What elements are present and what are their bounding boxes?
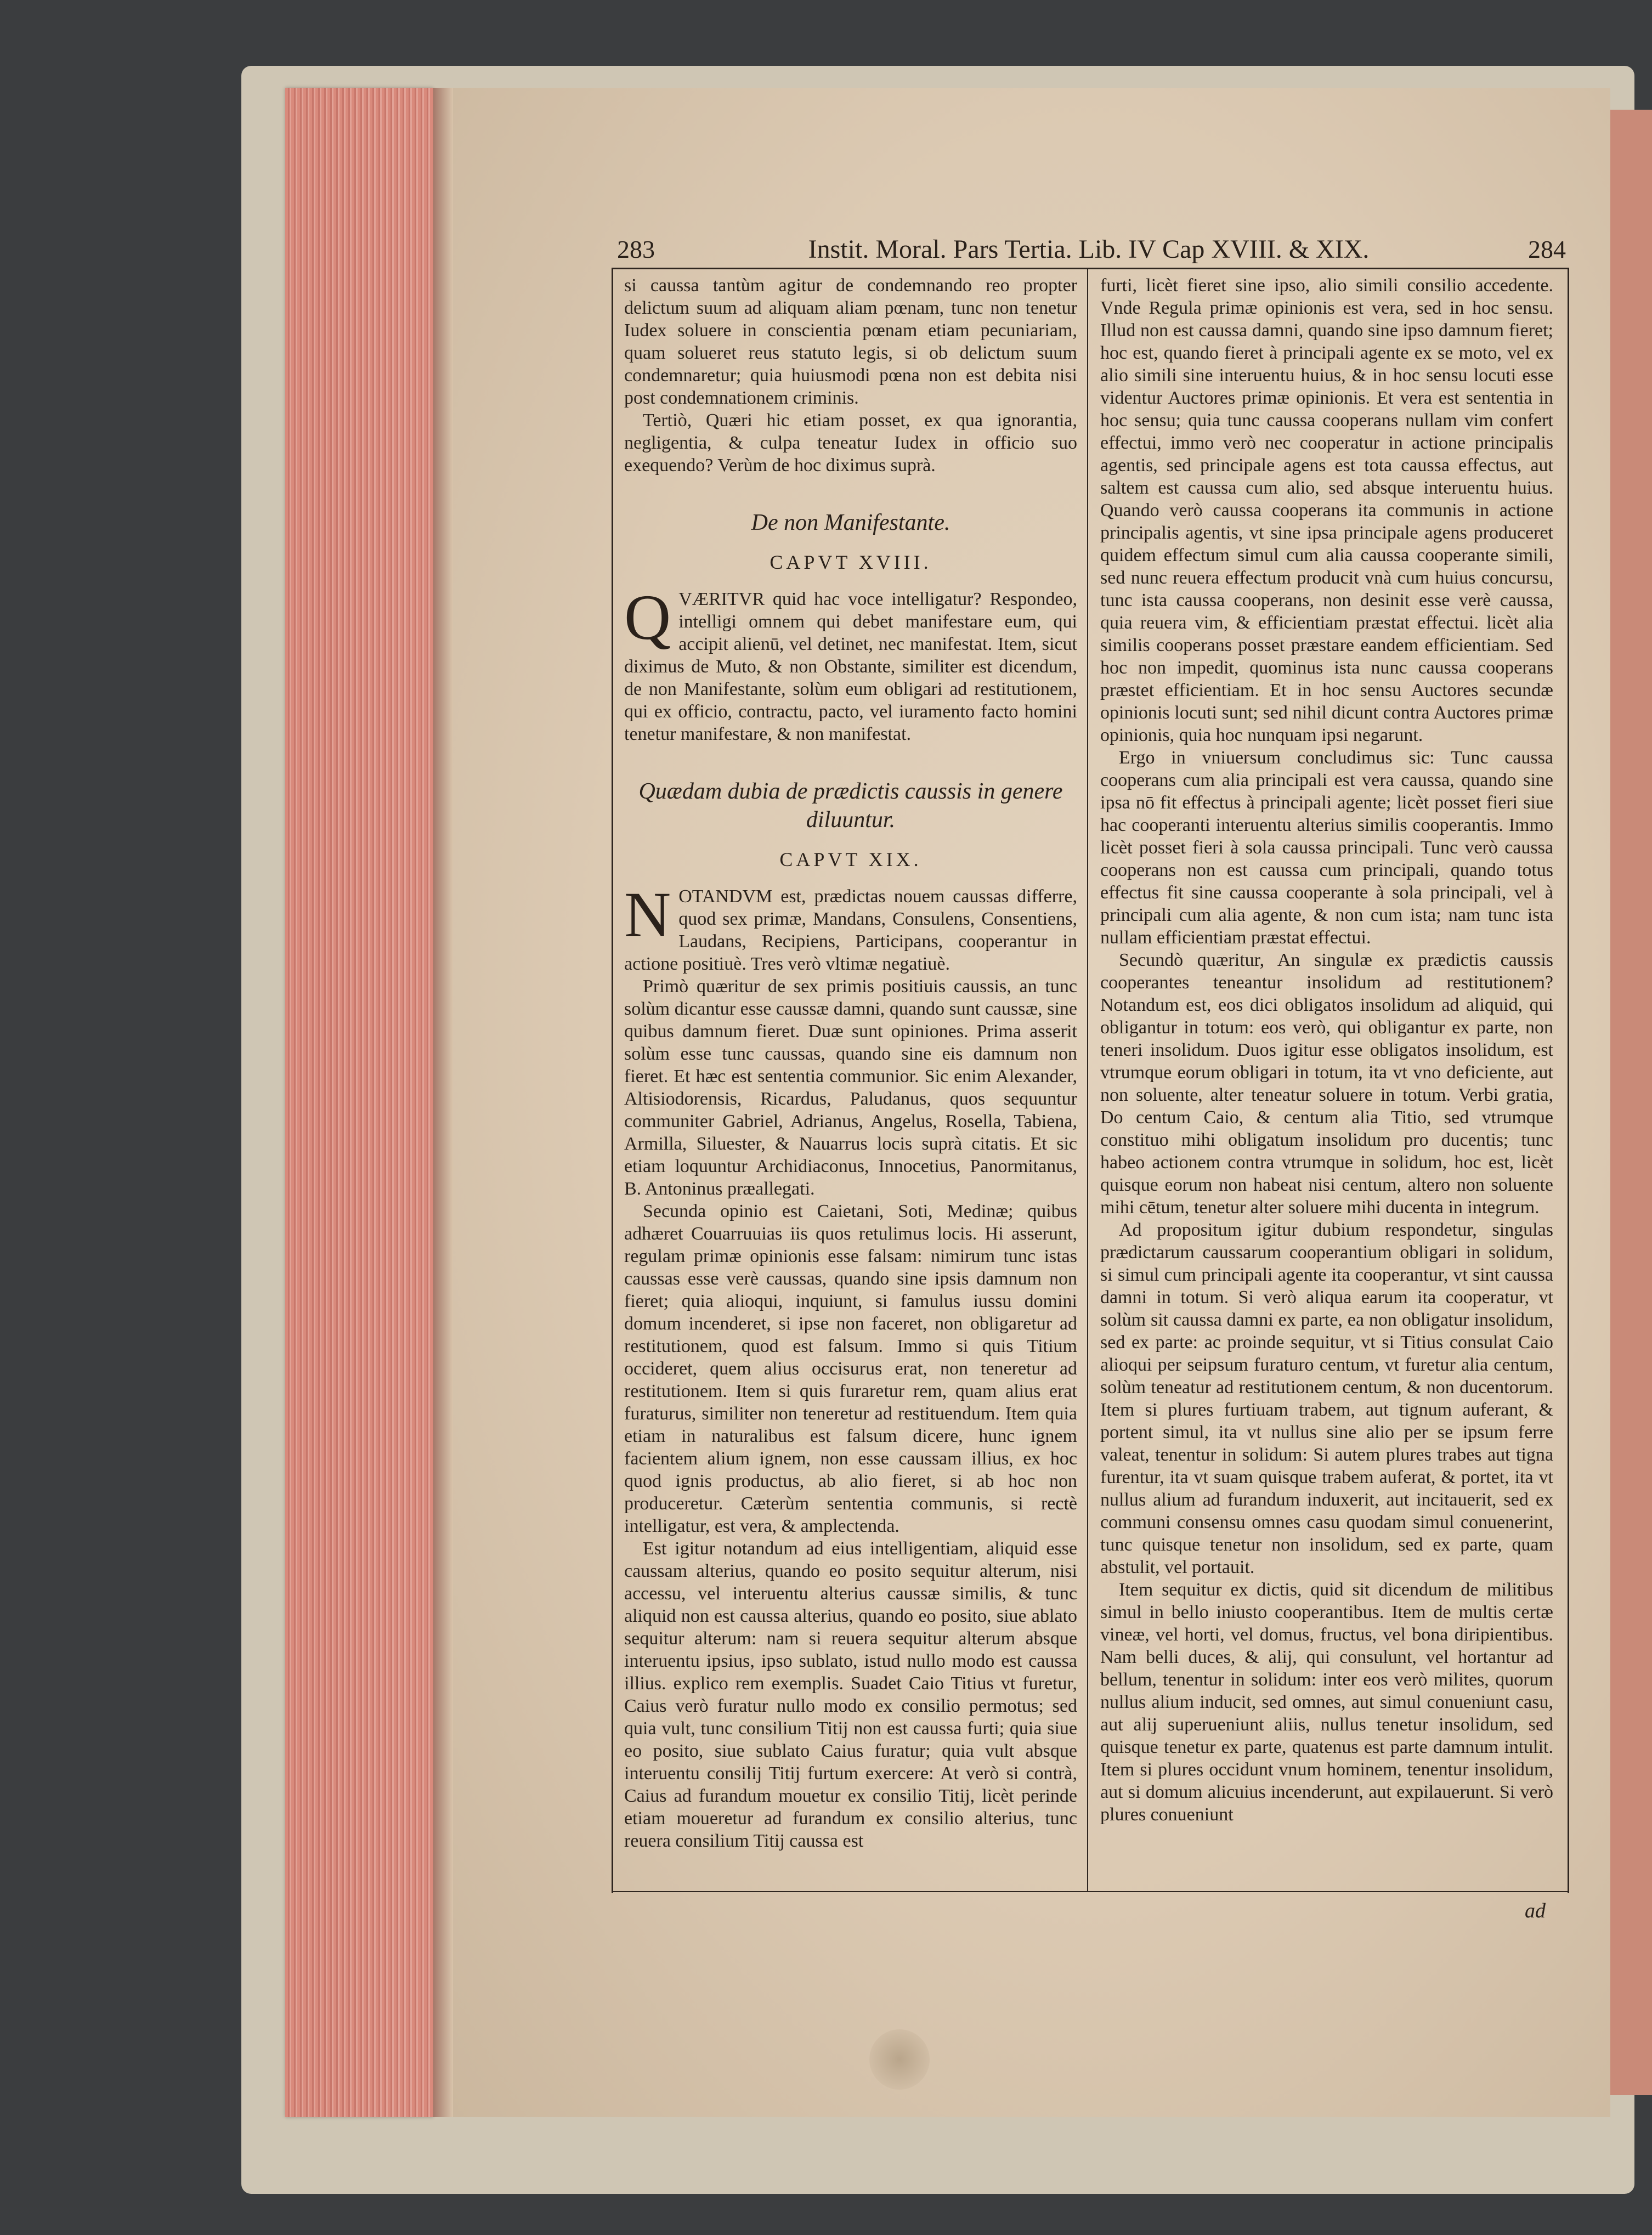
section-title: Quædam dubia de prædictis caussis in genere diluuntur. [638,779,1063,833]
catchword: ad [1525,1899,1546,1922]
paragraph: Tertiò, Quæri hic etiam posset, ex qua ignorantia, negligentia, & culpa teneatur Iudex in officio suo exequendo? Verùm de hoc diximus suprà. [624,410,1077,476]
section-title: De non Manifestante. [751,510,951,535]
drop-cap: N [624,879,671,950]
running-head [612,233,1566,266]
chapter-heading: CAPVT XIX. [779,848,922,870]
paragraph: Item sequitur ex dictis, quid sit dicendum de militibus simul in bello iniusto cooperantibus. Item de multis certæ vineæ, vel horti, vel domus, fructus, vel bona diripientibus. Nam belli duces, & alij, qui consulunt, vel hortantur ad bellum, tenentur in solidum: inter eos verò milites, quorum nullus alium inducit, sed omnes, aut simul conueniunt casu, aut alij superueniunt aliis, nullus tenetur insolidum, sed quisque tenetur ex parte, quatenus est parte damnum intulit. Item si plures occidunt vnum hominem, tenentur insolidum, aut si domum alicuius incenderunt, aut expilauerunt. Si verò plures conueniunt [1100,1580,1553,1825]
paragraph: Primò quæritur de sex primis positiuis caussis, an tunc solùm dicantur esse caussæ damni, quando sunt caussæ, sine quibus damnum fieret. Duæ sunt opiniones. Prima asserit solùm esse tunc caussas, quando sine eis damnum non fieret. Et hæc est sententia communior. Sic enim Alexander, Altisiodorensis, Ricardus, Paludanus, quos sequuntur communiter Gabriel, Adrianus, Angelus, Rosella, Tabiena, Armilla, Siluester, & Nauarrus locis suprà citatis. Et sic etiam loquuntur Archidiaconus, Innocetius, Panormitanus, B. Antoninus præallegati. [624,976,1077,1199]
paragraph-text: VÆRITVR quid hac voce intelligatur? Respondeo, intelligi omnem qui debet manifestare eum, qui accipit alienū, vel detinet, nec manifestat. Item, sicut diximus de Muto, & non Obstante, similiter est dicendum, de non Manifestante, solùm eum obligari ad restitutionem, qui ex officio, contractu, pacto, vel iuramento facto homini tenetur manifestare, & non manifestat. [624,589,1077,744]
paragraph: Ergo in vniuersum concludimus sic: Tunc caussa cooperans cum alia principali est vera caussa, quando sine ipsa nō fit effectus à principali agente; licèt posset fieri siue hac cooperanti interuentu alterius similis cooperantis. Immo licèt posset fieri à sola caussa principali. Tunc verò caussa cooperans non est caussa cum principali, quando totus effectus fit sine caussa cooperante à sola principali, vel à principali cum alia agente, & non cum ista; nam tunc ista nullam efficientiam præstat effectui. [1100,748,1553,948]
chapter-heading: CAPVT XVIII. [770,551,932,573]
column-divider [1087,268,1088,1891]
paragraph: Ad propositum igitur dubium respondetur, singulas prædictarum caussarum cooperantium obligari in solidum, si simul cum principali agente ita cooperantur, vt sint caussa damni in totum. Si verò aliqua earum ita cooperatur, vt solùm sit caussa damni ex parte, ea non obligatur insolidum, sed ex parte: ac proinde sequitur, vt si Titius consulat Caio alioqui per seipsum furaturo centum, vt furetur alia centum, solùm teneatur ad restitutionem centum, & non ducentorum. Item si plures furtiuam trabem, aut tignum auferant, & portent simul, ita vt nullus sine alio per se ipsum ferre valeat, tenentur in solidum: Si autem plures trabes aut tigna furentur, ita vt suam quisque trabem auferat, & portet, ita vt nullus alium ad furandum induxerit, aut incitauerit, sed ex communi consensu omnes casu quodam simul conuenerint, tunc quisque tenetur non insolidum, sed ex parte, quam abstulit, vel portauit. [1100,1220,1553,1577]
paragraph: Secundò quæritur, An singulæ ex prædictis caussis cooperantes teneantur insolidum ad restitutionem? Notandum est, eos dici obligatos insolidum ad aliquid, qui obligantur in totum: eos verò, qui obligantur ex parte, non teneri insolidum. Duos igitur esse obligatos insolidum, est vtrumque eorum obligari in totum, ita vt vno deficiente, aut non soluente, alter teneatur soluere in totum. Verbi gratia, Do centum Caio, & centum alia Titio, sed vtrumque constituo mihi obligatum insolidum pro ducentis; tunc habeo actionem contra vtrumque in solidum, hoc est, licèt quisque eorum non habeat nisi centum, altero non soluente mihi cētum, tenetur alter soluere mihi ducenta in integrum. [1100,950,1553,1218]
drop-cap: Q [624,581,671,653]
paragraph: Secunda opinio est Caietani, Soti, Medinæ; quibus adhæret Couarruuias iis quos retulimus locis. Hi asserunt, regulam primæ opinionis esse falsam: nimirum tunc istas caussas esse verè caussas, quando sine ipsis damnum non fieret; quia alioqui, inquiunt, si famulus iussu domini domum incenderet, si ipse non faceret, non obligaretur ad restitutionem, quod est falsum. Immo si quis Titium occideret, quem alius occisurus erat, non teneretur ad restitutionem. Item si quis furaretur rem, quam alius erat furaturus, similiter non teneretur ad restituendum. Item quia etiam in naturalibus est falsum dicere, hunc ignem facientem alium ignem, non esse caussam illius, ex hoc quod ignis productus, ab alio fieret, si ab hoc non produceretur. Cæterùm sententia communis, si rectè intelligatur, est vera, & amplectenda. [624,1201,1077,1536]
chapter-opening-paragraph [624,581,1077,745]
bottom-rule [612,1891,1569,1892]
running-title: Instit. Moral. Pars Tertia. Lib. IV Cap XVIII. & XIX. [808,235,1370,264]
facing-page-edge [1610,110,1652,2095]
gutter [433,88,453,2117]
chapter-opening-paragraph [624,879,1077,975]
page-number-right: 284 [1528,235,1566,263]
paragraph: Est igitur notandum ad eius intelligentiam, aliquid esse caussam alterius, quando eo posito sequitur alterum, nisi accessu, vel interuentu alterius caussæ similis, & tunc aliquid non est caussa alterius, quando eo posito, siue ablato sequitur alterum: nam si reuera sequitur alterum absque interuentu ipsius, ipso sublato, istud nullo modo est caussa illius. explico rem exemplis. Suadet Caio Titius vt furetur, Caius verò furatur nullo modo ex consilio permotus; sed quia vult, tunc consilium Titij non est caussa furti; quia siue eo posito, siue sublato Caius furatur; quia vult absque interuentu consilij Titij furtum exercere: At verò si contrà, Caius ad furandum mouetur ex consilio Titij, licèt perinde etiam moueretur ad furandum ex consilio alterius, tunc reuera consilium Titij caussa est [624,1538,1077,1851]
right-column [1100,274,1553,1826]
page-number-left: 283 [617,235,655,263]
paragraph: furti, licèt fieret sine ipso, alio simili consilio accedente. Vnde Regula primæ opinionis est vera, sed in hoc sensu. Illud non est caussa damni, quando sine ipso damnum fieret; hoc est, quando fieret à principali agente ex se moto, vel ex alio simili sine interuentu huius, & in hoc sensu locuti esse videntur Auctores primæ opinionis. Et vera est sententia in hoc sensu; quia tunc caussa cooperans nullam vim confert effectui, immo verò nec cooperatur in actione principalis agentis, sed principale agens est tota caussa effectus, aut saltem est caussa cum alio, sed absque interuentu huius. Quando verò caussa cooperans ita communis in actione principalis agentis, vt sine ipsa principale agens produceret quidem effectum simul cum alia caussa cooperante simili, sed nunc reuera effectum producit vnà cum huius concursu, tunc ista caussa cooperans, non desinit esse verè caussa, quia reuera vim, & efficientiam præstat effectui. licèt alia similis cooperans posset præstare eandem efficientiam. Sed hoc non impedit, quominus ista nunc caussa cooperans præstet efficientiam. Et in hoc sensu Auctores secundæ opinionis locuti sunt; sed nihil dicunt contra Auctores primæ opinionis, quia hoc nunquam ipsi negarunt. [1100,275,1553,745]
page-stack-edge [285,88,433,2117]
ink-stain [869,2029,930,2090]
paragraph: si caussa tantùm agitur de condemnando reo propter delictum suum ad aliquam aliam pœnam, tunc non tenetur Iudex soluere in conscientia pœnam etiam pecuniariam, quam solueret reus statuto legis, si ob delictum suum condemnaretur; quia huiusmodi pœna non est debita nisi post condemnationem criminis. [624,275,1077,408]
left-column [624,274,1077,1852]
paragraph-text: OTANDVM est, prædictas nouem caussas differre, quod sex primæ, Mandans, Consulens, Consentiens, Laudans, Recipiens, Participans, cooperantur in actione positiuè. Tres verò vltimæ negatiuè. [624,886,1077,974]
